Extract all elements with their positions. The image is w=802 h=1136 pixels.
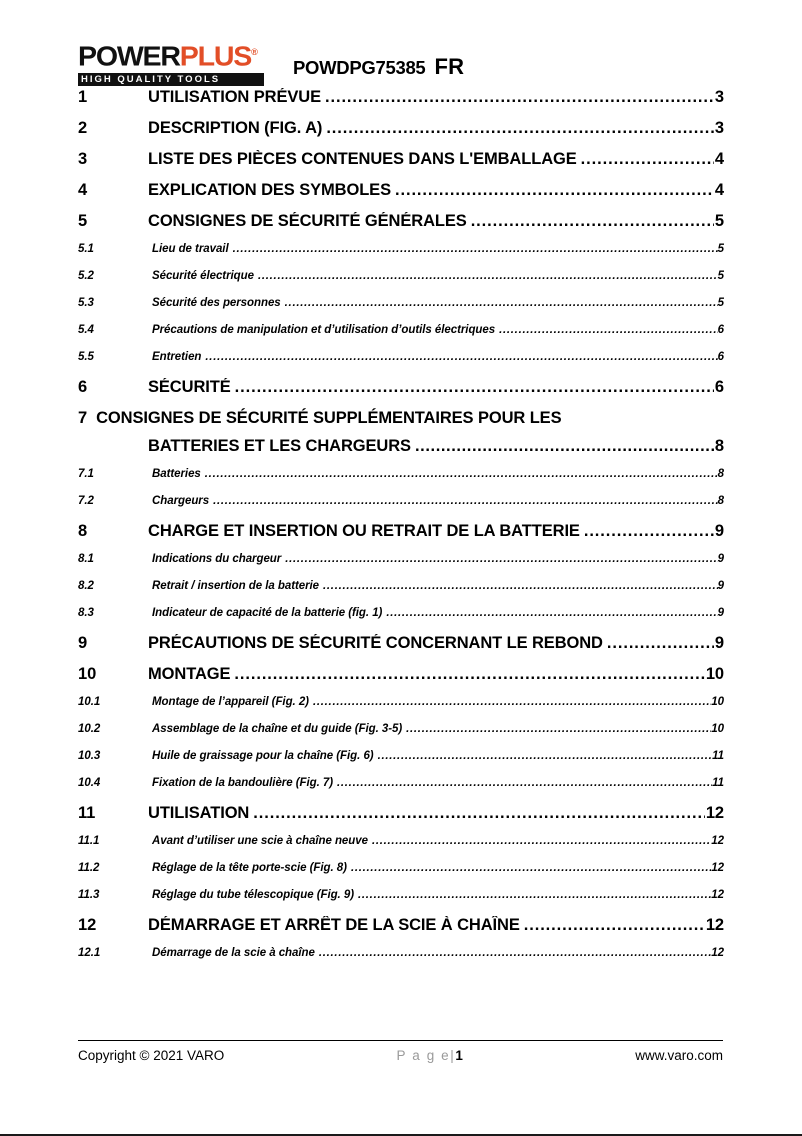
toc-entry[interactable]	[78, 181, 724, 212]
toc-entry[interactable]	[78, 495, 724, 522]
toc-entry-label: CHARGE ET INSERTION OU RETRAIT DE LA BATTERIE	[148, 522, 580, 540]
toc-entry-label: PRÉCAUTIONS DE SÉCURITÉ CONCERNANT LE REBOND	[148, 634, 603, 652]
registered-trademark-icon: ®	[251, 47, 258, 57]
toc-entry-label: Précautions de manipulation et d’utilisation d’outils électriques	[152, 324, 496, 336]
toc-entry-number: 5.4	[78, 324, 94, 336]
powerplus-logo	[78, 38, 278, 86]
toc-entry-number: 12	[78, 916, 97, 934]
toc-dot-leader	[258, 270, 718, 282]
toc-entry-page-number: 12	[711, 862, 724, 874]
toc-entry-label: Entretien	[152, 351, 202, 363]
logo-text-plus: PLUS	[179, 40, 252, 72]
toc-entry-label: CONSIGNES DE SÉCURITÉ GÉNÉRALES	[148, 212, 467, 230]
toc-entry-number: 1	[78, 88, 88, 106]
toc-entry-label: Démarrage de la scie à chaîne	[152, 947, 315, 959]
toc-entry[interactable]	[78, 862, 724, 889]
toc-dot-leader	[499, 324, 718, 336]
toc-dot-leader	[378, 750, 713, 762]
toc-dot-leader	[233, 243, 718, 255]
toc-entry[interactable]	[78, 580, 724, 607]
toc-entry-page-number: 9	[714, 522, 724, 540]
toc-entry[interactable]	[78, 804, 724, 835]
toc-entry[interactable]	[78, 270, 724, 297]
toc-entry-label: Huile de graissage pour la chaîne (Fig. 6)	[152, 750, 374, 762]
toc-entry[interactable]	[78, 351, 724, 378]
toc-entry-number: 4	[78, 181, 88, 199]
toc-entry[interactable]	[78, 750, 724, 777]
toc-entry-label: SÉCURITÉ	[148, 378, 231, 396]
document-language-code: FR	[434, 54, 465, 79]
toc-entry-page-number: 6	[714, 378, 724, 396]
toc-entry-label: Batteries	[152, 468, 201, 480]
toc-entry[interactable]	[78, 378, 724, 409]
toc-dot-leader	[235, 378, 714, 397]
toc-entry-number: 8.1	[78, 553, 94, 565]
toc-entry-page-number: 6	[717, 324, 724, 336]
toc-entry-number: 8.3	[78, 607, 94, 619]
toc-entry-number: 10.2	[78, 723, 101, 735]
toc-entry-number: 11	[78, 804, 96, 822]
toc-dot-leader	[351, 862, 711, 874]
toc-entry-page-number: 5	[717, 297, 724, 309]
toc-dot-leader	[406, 723, 711, 735]
toc-entry-label: CONSIGNES DE SÉCURITÉ SUPPLÉMENTAIRES POUR LES	[96, 409, 562, 427]
logo-tagline: HIGH QUALITY TOOLS	[78, 73, 264, 86]
toc-entry-number: 10.4	[78, 777, 101, 789]
toc-dot-leader	[205, 468, 718, 480]
toc-dot-leader	[395, 181, 714, 200]
toc-dot-leader	[372, 835, 711, 847]
toc-entry-label: Lieu de travail	[152, 243, 229, 255]
toc-dot-leader	[285, 553, 717, 565]
page-footer	[78, 1040, 723, 1063]
toc-dot-leader	[205, 351, 717, 363]
toc-dot-leader	[234, 665, 704, 684]
toc-entry-page-number: 8	[717, 495, 724, 507]
footer-page-word: P a g e	[396, 1048, 451, 1063]
toc-entry-number: 10.3	[78, 750, 101, 762]
toc-entry-number: 7.2	[78, 495, 94, 507]
toc-entry-label: Réglage du tube télescopique (Fig. 9)	[152, 889, 354, 901]
toc-entry-label: LISTE DES PIÈCES CONTENUES DANS L'EMBALLAGE	[148, 150, 577, 168]
toc-entry-page-number: 3	[714, 119, 724, 137]
toc-entry-number: 8.2	[78, 580, 94, 592]
toc-entry-page-number: 9	[717, 580, 724, 592]
toc-entry-number: 10	[78, 665, 97, 683]
toc-dot-leader	[415, 437, 715, 456]
toc-entry-page-number: 10	[705, 665, 724, 683]
toc-entry-label: Avant d’utiliser une scie à chaîne neuve	[152, 835, 368, 847]
toc-entry-number: 9	[78, 634, 88, 652]
toc-entry-line	[78, 437, 724, 468]
toc-entry[interactable]	[78, 696, 724, 723]
toc-entry-label: Indicateur de capacité de la batterie (fig. 1)	[152, 607, 383, 619]
toc-dot-leader	[313, 696, 711, 708]
toc-entry[interactable]	[78, 607, 724, 634]
toc-dot-leader	[325, 88, 714, 107]
toc-entry-label: DESCRIPTION (FIG. A)	[148, 119, 323, 137]
logo-wordmark	[78, 38, 282, 70]
toc-entry-page-number: 6	[717, 351, 724, 363]
toc-entry[interactable]	[78, 324, 724, 351]
toc-entry[interactable]	[78, 777, 724, 804]
page-header	[78, 38, 724, 84]
footer-copyright: Copyright © 2021 VARO	[78, 1048, 225, 1063]
toc-entry-label: Réglage de la tête porte-scie (Fig. 8)	[152, 862, 347, 874]
logo-text-power: POWER	[78, 40, 180, 72]
document-model-code: POWDPG75385	[293, 57, 426, 78]
footer-website: www.varo.com	[635, 1048, 723, 1063]
footer-page-number: 1	[455, 1048, 463, 1063]
toc-entry-label: MONTAGE	[148, 665, 231, 683]
toc-entry-number: 8	[78, 522, 88, 540]
toc-entry[interactable]	[78, 212, 724, 243]
toc-entry[interactable]	[78, 916, 724, 947]
toc-entry-label: DÉMARRAGE ET ARRÊT DE LA SCIE À CHAÎNE	[148, 916, 520, 934]
toc-entry-number: 11.2	[78, 862, 100, 874]
toc-entry-page-number: 8	[714, 437, 724, 455]
toc-entry[interactable]	[78, 243, 724, 270]
toc-entry-page-number: 5	[717, 243, 724, 255]
toc-dot-leader	[386, 607, 717, 619]
toc-entry[interactable]	[78, 119, 724, 150]
toc-entry-number: 11.3	[78, 889, 100, 901]
toc-entry[interactable]	[78, 522, 724, 553]
toc-dot-leader	[471, 212, 714, 231]
toc-entry[interactable]	[78, 889, 724, 916]
toc-entry-page-number: 11	[712, 777, 724, 789]
toc-entry-page-number: 11	[712, 750, 724, 762]
toc-entry[interactable]	[78, 665, 724, 696]
toc-entry-page-number: 9	[717, 553, 724, 565]
toc-entry-page-number: 4	[714, 150, 724, 168]
toc-entry-page-number: 3	[714, 88, 724, 106]
toc-entry-page-number: 5	[714, 212, 724, 230]
table-of-contents	[78, 88, 724, 974]
toc-dot-leader	[285, 297, 718, 309]
document-title	[293, 54, 464, 80]
toc-entry-page-number: 12	[711, 947, 724, 959]
toc-dot-leader	[581, 150, 714, 169]
toc-entry-number: 2	[78, 119, 88, 137]
toc-entry-page-number: 10	[711, 696, 724, 708]
toc-entry-page-number: 12	[711, 835, 724, 847]
toc-entry[interactable]	[78, 553, 724, 580]
toc-entry-label: Retrait / insertion de la batterie	[152, 580, 320, 592]
toc-entry-page-number: 12	[711, 889, 724, 901]
footer-page-indicator	[224, 1048, 635, 1063]
toc-entry[interactable]	[78, 947, 724, 974]
toc-entry-number: 7	[78, 409, 88, 427]
toc-entry-label: Fixation de la bandoulière (Fig. 7)	[152, 777, 333, 789]
toc-entry-label: Chargeurs	[152, 495, 210, 507]
toc-entry-number: 3	[78, 150, 88, 168]
toc-entry-page-number: 8	[717, 468, 724, 480]
toc-entry-label: EXPLICATION DES SYMBOLES	[148, 181, 391, 199]
toc-entry-number: 5.5	[78, 351, 94, 363]
toc-entry-number: 12.1	[78, 947, 101, 959]
toc-dot-leader	[319, 947, 711, 959]
toc-dot-leader	[326, 119, 714, 138]
toc-entry-number: 5.2	[78, 270, 94, 282]
toc-dot-leader	[584, 522, 714, 541]
toc-entry-number: 11.1	[78, 835, 100, 847]
toc-dot-leader	[607, 634, 714, 653]
toc-entry[interactable]	[78, 150, 724, 181]
toc-entry[interactable]	[78, 835, 724, 862]
toc-entry-label: Sécurité électrique	[152, 270, 254, 282]
toc-dot-leader	[253, 804, 705, 823]
toc-entry-line	[78, 409, 724, 437]
toc-entry-number: 10.1	[78, 696, 101, 708]
toc-entry-number: 5.3	[78, 297, 94, 309]
toc-entry-label: Sécurité des personnes	[152, 297, 281, 309]
toc-entry-page-number: 4	[714, 181, 724, 199]
toc-dot-leader	[323, 580, 718, 592]
toc-dot-leader	[524, 916, 705, 935]
toc-entry-page-number: 9	[714, 634, 724, 652]
toc-entry[interactable]	[78, 723, 724, 750]
footer-page-separator: |	[450, 1048, 456, 1063]
toc-entry-page-number: 10	[711, 723, 724, 735]
toc-entry-label: Montage de l’appareil (Fig. 2)	[152, 696, 309, 708]
toc-entry[interactable]	[78, 409, 724, 468]
toc-entry-number: 6	[78, 378, 88, 396]
toc-entry-number: 7.1	[78, 468, 94, 480]
toc-entry-label: Indications du chargeur	[152, 553, 282, 565]
toc-entry-number: 5.1	[78, 243, 94, 255]
toc-entry[interactable]	[78, 88, 724, 119]
toc-entry[interactable]	[78, 297, 724, 324]
toc-entry-label: UTILISATION	[148, 804, 250, 822]
toc-entry-label: UTILISATION PRÉVUE	[148, 88, 321, 106]
toc-dot-leader	[337, 777, 712, 789]
toc-entry-label: Assemblage de la chaîne et du guide (Fig. 3-5)	[152, 723, 403, 735]
toc-dot-leader	[213, 495, 718, 507]
toc-entry-page-number: 12	[705, 916, 724, 934]
toc-entry[interactable]	[78, 468, 724, 495]
toc-entry-number: 5	[78, 212, 88, 230]
toc-dot-leader	[358, 889, 711, 901]
toc-entry-page-number: 5	[717, 270, 724, 282]
toc-entry-page-number: 12	[705, 804, 724, 822]
toc-entry-page-number: 9	[717, 607, 724, 619]
toc-entry[interactable]	[78, 634, 724, 665]
toc-entry-label: BATTERIES ET LES CHARGEURS	[148, 437, 411, 455]
